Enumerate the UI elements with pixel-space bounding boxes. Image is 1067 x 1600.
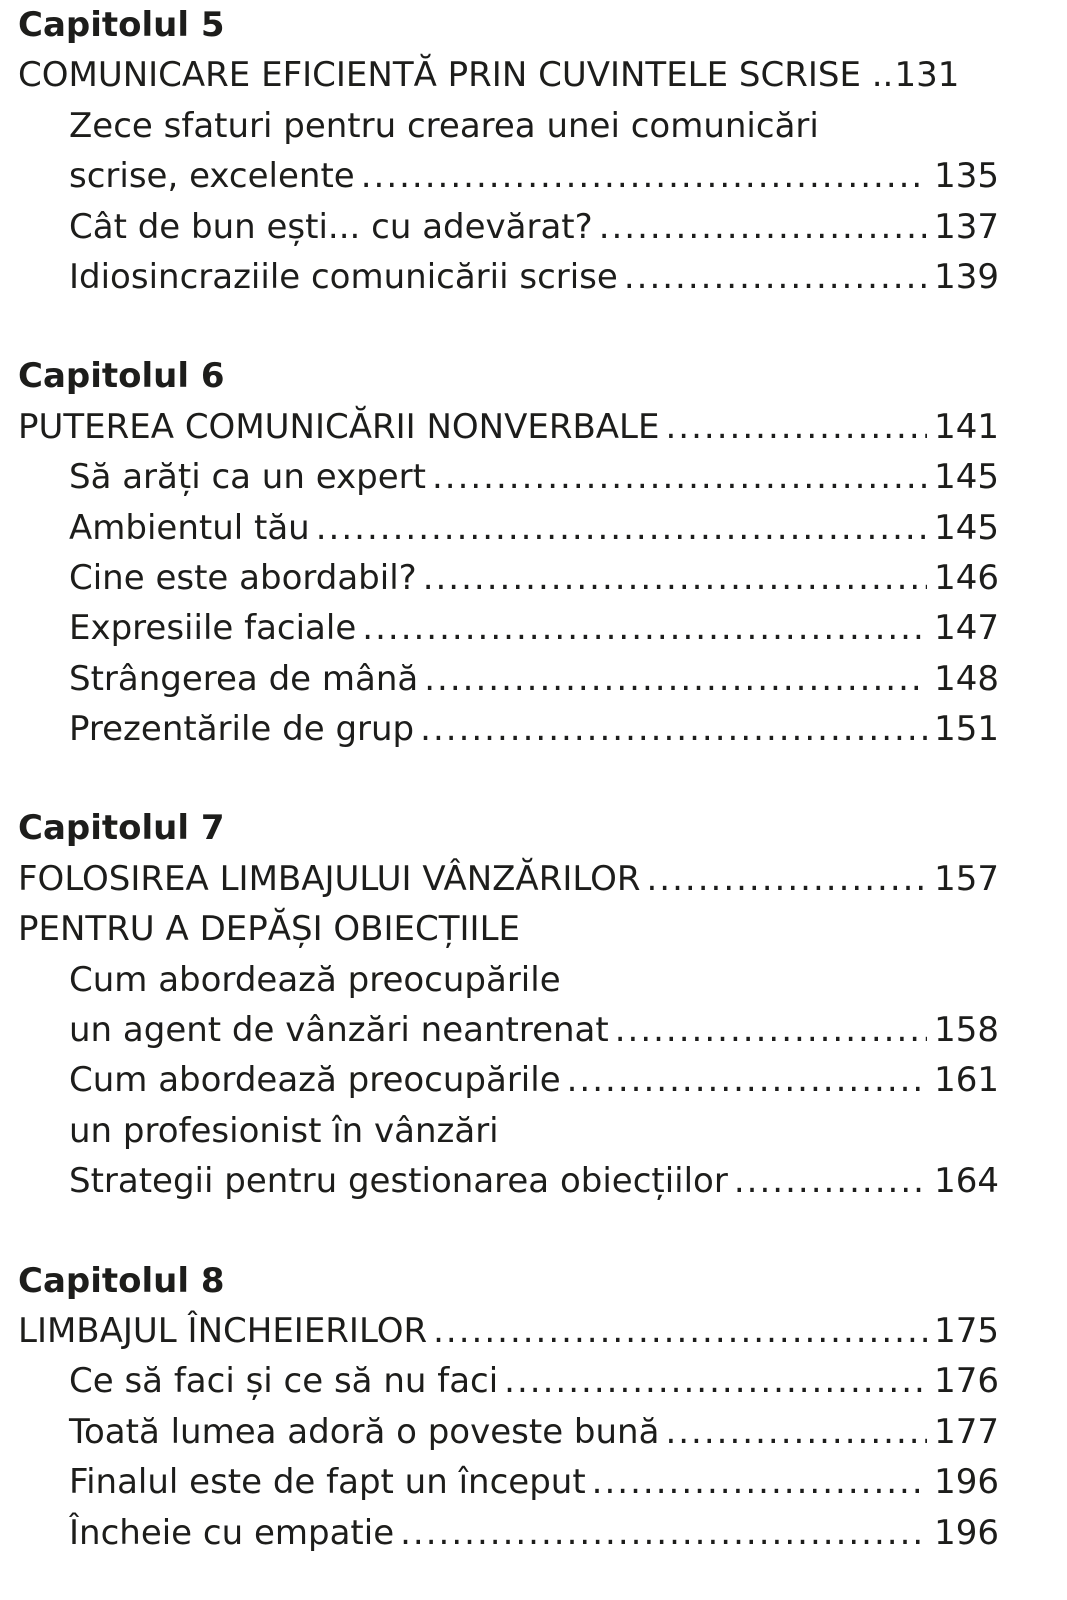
entry-text: Finalul este de fapt un început bbox=[69, 1462, 586, 1503]
dot-leader bbox=[592, 1457, 927, 1507]
entry-text: Cine este abordabil? bbox=[69, 557, 417, 598]
dot-leader bbox=[423, 553, 927, 603]
toc-entry[interactable] bbox=[0, 1156, 999, 1206]
dot-leader bbox=[567, 1055, 927, 1105]
page-number: 141 bbox=[934, 406, 999, 447]
dot-leader bbox=[420, 704, 927, 754]
chapter-heading: Capitolul 7 bbox=[18, 808, 225, 849]
dot-leader bbox=[400, 1508, 927, 1558]
entry-text: scrise, excelente bbox=[69, 156, 355, 197]
chapter-title-line[interactable] bbox=[0, 402, 999, 452]
toc-entry[interactable] bbox=[0, 603, 999, 653]
chapter-title-line[interactable] bbox=[0, 854, 999, 904]
page-number: 161 bbox=[934, 1060, 999, 1101]
dot-leader bbox=[665, 402, 927, 452]
entry-text: Strângerea de mână bbox=[69, 658, 419, 699]
chapter-title: FOLOSIREA LIMBAJULUI VÂNZĂRILOR bbox=[18, 858, 641, 899]
page-number: 137 bbox=[934, 206, 999, 247]
entry-text: Cum abordează preocupările bbox=[69, 1060, 561, 1101]
chapter-title-line[interactable] bbox=[0, 1306, 999, 1356]
toc-entry bbox=[0, 955, 999, 1005]
dot-leader bbox=[432, 452, 927, 502]
chapter-5 bbox=[0, 0, 1067, 302]
toc-entry[interactable] bbox=[0, 452, 999, 502]
entry-text: Ambientul tău bbox=[69, 507, 310, 548]
page-number: 131 bbox=[894, 55, 960, 96]
toc-entry[interactable] bbox=[0, 704, 999, 754]
entry-text: Prezentările de grup bbox=[69, 709, 415, 750]
entry-text: Cât de bun ești... cu adevărat? bbox=[69, 206, 593, 247]
entry-text: Zece sfaturi pentru crearea unei comunicări bbox=[69, 105, 819, 146]
chapter-title: PUTEREA COMUNICĂRII NONVERBALE bbox=[18, 406, 660, 447]
entry-text: un profesionist în vânzări bbox=[69, 1110, 499, 1151]
page-number: 139 bbox=[934, 256, 999, 297]
entry-text: Cum abordează preocupările bbox=[69, 959, 561, 1000]
toc-entry[interactable] bbox=[0, 151, 999, 201]
page-number: 176 bbox=[934, 1361, 999, 1402]
toc-entry[interactable] bbox=[0, 1407, 999, 1457]
chapter-heading: Capitolul 5 bbox=[18, 5, 225, 45]
dot-leader bbox=[646, 854, 927, 904]
chapter-heading: Capitolul 6 bbox=[18, 356, 225, 397]
dot-leader bbox=[624, 252, 927, 302]
toc-entry[interactable] bbox=[0, 1508, 999, 1558]
page-number: 146 bbox=[934, 557, 999, 598]
dot-leader bbox=[734, 1156, 927, 1206]
chapter-7 bbox=[0, 803, 1067, 1206]
entry-text: Idiosincraziile comunicării scrise bbox=[69, 256, 618, 297]
dot-leader bbox=[361, 151, 927, 201]
chapter-title: COMUNICARE EFICIENTĂ PRIN CUVINTELE SCRISE .. bbox=[18, 55, 894, 96]
entry-text: Să arăți ca un expert bbox=[69, 457, 426, 498]
chapter-title: LIMBAJUL ÎNCHEIERILOR bbox=[18, 1310, 428, 1351]
entry-text: Expresiile faciale bbox=[69, 608, 357, 649]
toc-entry[interactable] bbox=[0, 252, 999, 302]
toc-entry[interactable] bbox=[0, 553, 999, 603]
toc-entry[interactable] bbox=[0, 1356, 999, 1406]
dot-leader bbox=[504, 1356, 927, 1406]
page-number: 151 bbox=[934, 709, 999, 750]
toc-entry[interactable] bbox=[0, 1005, 999, 1055]
page-number: 148 bbox=[934, 658, 999, 699]
toc-entry bbox=[0, 101, 999, 151]
chapter-8 bbox=[0, 1256, 1067, 1558]
entry-text: Încheie cu empatie bbox=[69, 1512, 395, 1553]
entry-text: Strategii pentru gestionarea obiecțiilor bbox=[69, 1161, 728, 1202]
page-number: 196 bbox=[934, 1462, 999, 1503]
page-number: 177 bbox=[934, 1411, 999, 1452]
chapter-heading: Capitolul 8 bbox=[18, 1260, 225, 1301]
chapter-title-line[interactable] bbox=[0, 50, 999, 100]
entry-text: Ce să faci și ce să nu faci bbox=[69, 1361, 499, 1402]
dot-leader bbox=[615, 1005, 927, 1055]
toc-entry[interactable] bbox=[0, 503, 999, 553]
dot-leader bbox=[599, 202, 927, 252]
chapter-6 bbox=[0, 351, 1067, 754]
chapter-title-continued: PENTRU A DEPĂȘI OBIECȚIILE bbox=[18, 909, 520, 950]
entry-text: Toată lumea adoră o poveste bună bbox=[69, 1411, 660, 1452]
dot-leader bbox=[433, 1306, 927, 1356]
page-number: 175 bbox=[934, 1310, 999, 1351]
chapter-title-line-2 bbox=[0, 904, 999, 954]
dot-leader bbox=[362, 603, 927, 653]
page-number: 135 bbox=[934, 156, 999, 197]
page-number: 147 bbox=[934, 608, 999, 649]
dot-leader bbox=[316, 503, 927, 553]
toc-entry[interactable] bbox=[0, 1457, 999, 1507]
page-number: 196 bbox=[934, 1512, 999, 1553]
entry-text: un agent de vânzări neantrenat bbox=[69, 1010, 609, 1051]
page-number: 158 bbox=[934, 1010, 999, 1051]
dot-leader bbox=[424, 654, 927, 704]
toc-entry bbox=[0, 1106, 999, 1156]
page-number: 145 bbox=[934, 507, 999, 548]
toc-entry[interactable] bbox=[0, 654, 999, 704]
dot-leader bbox=[665, 1407, 927, 1457]
toc-entry[interactable] bbox=[0, 202, 999, 252]
page-number: 164 bbox=[934, 1161, 999, 1202]
page-number: 157 bbox=[934, 858, 999, 899]
toc-entry[interactable] bbox=[0, 1055, 999, 1105]
page-number: 145 bbox=[934, 457, 999, 498]
